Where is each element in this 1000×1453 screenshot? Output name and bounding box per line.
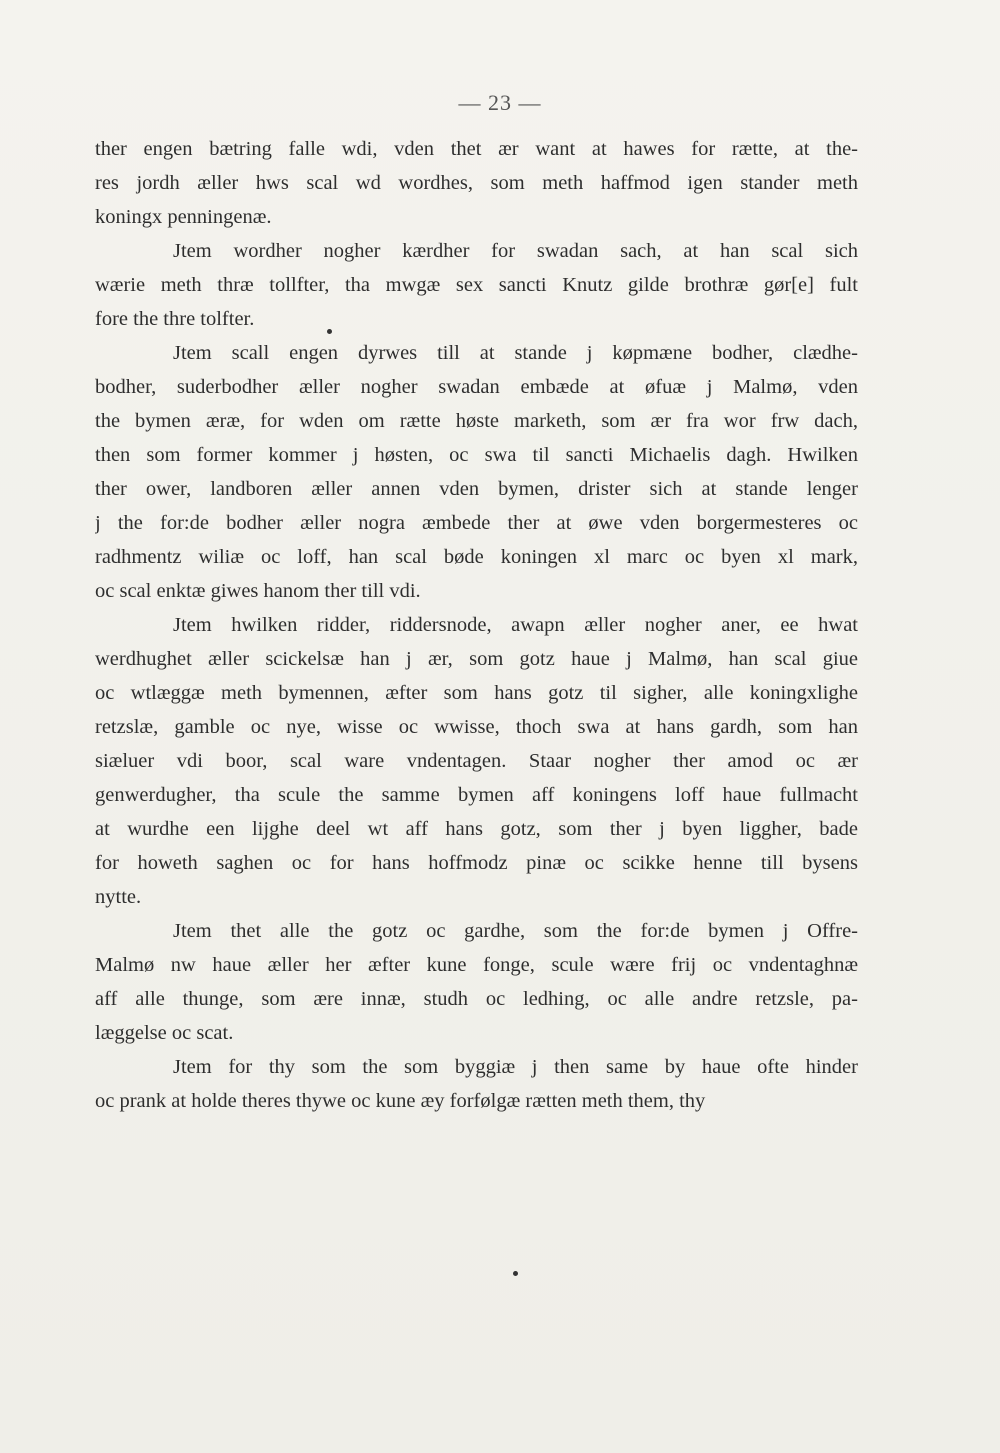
text-line: oc wtlæggæ meth bymennen, æfter som hans gotz til sigher, alle koningxlighe bbox=[95, 682, 858, 704]
text-line: Jtem for thy som the som byggiæ j then same by haue ofte hinder bbox=[173, 1056, 858, 1078]
text-line: for howeth saghen oc for hans hoffmodz pinæ oc scikke henne till bysens bbox=[95, 852, 858, 874]
text-line: nytte. bbox=[95, 886, 142, 908]
text-line: werdhughet æller scickelsæ han j ær, som gotz haue j Malmø, han scal giue bbox=[95, 648, 858, 670]
paragraph bbox=[95, 608, 858, 914]
text-line: the bymen æræ, for wden om rætte høste marketh, som ær fra wor frw dach, bbox=[95, 410, 858, 432]
text-line: bodher, suderbodher æller nogher swadan embæde at øfuæ j Malmø, vden bbox=[95, 376, 858, 398]
text-line: Jtem scall engen dyrwes till at stande j køpmæne bodher, clædhe- bbox=[173, 342, 858, 364]
text-line: oc prank at holde theres thywe oc kune æy forfølgæ rætten meth them, thy bbox=[95, 1090, 706, 1112]
text-line: at wurdhe een lijghe deel wt aff hans gotz, som ther j byen liggher, bade bbox=[95, 818, 858, 840]
text-line: Jtem wordher nogher kærdher for swadan sach, at han scal sich bbox=[173, 240, 858, 262]
text-line: genwerdugher, tha scule the samme bymen aff koningens loff haue fullmacht bbox=[95, 784, 858, 806]
text-line: ther ower, landboren æller annen vden bymen, drister sich at stande lenger bbox=[95, 478, 858, 500]
paragraph bbox=[95, 914, 858, 1050]
text-line: retzslæ, gamble oc nye, wisse oc wwisse, thoch swa at hans gardh, som han bbox=[95, 716, 858, 738]
text-line: Jtem hwilken ridder, riddersnode, awapn æller nogher aner, ee hwat bbox=[173, 614, 858, 636]
text-line: then som former kommer j høsten, oc swa til sancti Michaelis dagh. Hwilken bbox=[95, 444, 858, 466]
paragraph bbox=[95, 234, 858, 336]
text-line: ther engen bætring falle wdi, vden thet ær want at hawes for rætte, at the- bbox=[95, 138, 858, 160]
paragraph bbox=[95, 1050, 858, 1118]
text-line: radhmentz wiliæ oc loff, han scal bøde koningen xl marc oc byen xl mark, bbox=[95, 546, 858, 568]
text-line: Jtem thet alle the gotz oc gardhe, som the for:de bymen j Offre- bbox=[173, 920, 858, 942]
text-line: fore the thre tolfter. bbox=[95, 308, 255, 330]
text-line: res jordh æller hws scal wd wordhes, som meth haffmod igen stander meth bbox=[95, 172, 858, 194]
stray-mark-1 bbox=[327, 329, 332, 334]
body-text bbox=[95, 132, 858, 1118]
paragraph bbox=[95, 132, 858, 234]
stray-mark-2 bbox=[513, 1271, 518, 1276]
page-number: — 23 — bbox=[458, 90, 542, 115]
text-line: siæluer vdi boor, scal ware vndentagen. Staar nogher ther amod oc ær bbox=[95, 750, 858, 772]
text-line: Malmø nw haue æller her æfter kune fonge, scule wære frij oc vndentaghnæ bbox=[95, 954, 858, 976]
text-line: koningx penningenæ. bbox=[95, 206, 272, 228]
text-line: oc scal enktæ giwes hanom ther till vdi. bbox=[95, 580, 421, 602]
text-line: læggelse oc scat. bbox=[95, 1022, 234, 1044]
paragraph bbox=[95, 336, 858, 608]
text-line: j the for:de bodher æller nogra æmbede ther at øwe vden borgermesteres oc bbox=[95, 512, 858, 534]
text-line: wærie meth thræ tollfter, tha mwgæ sex sancti Knutz gilde brothræ gør[e] fult bbox=[95, 274, 858, 296]
text-line: aff alle thunge, som ære innæ, studh oc ledhing, oc alle andre retzsle, pa- bbox=[95, 988, 858, 1010]
